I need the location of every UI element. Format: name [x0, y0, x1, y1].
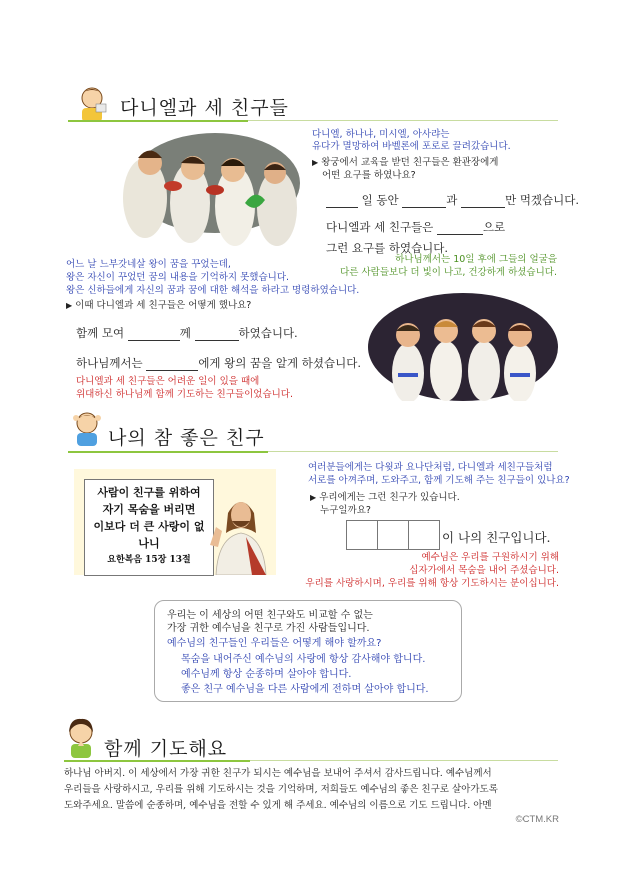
answer-box-1[interactable]	[346, 520, 378, 550]
daniel-friends-illustration	[105, 128, 305, 248]
s1-q2: ▶ 이때 다니엘과 세 친구들은 어떻게 했나요?	[66, 300, 252, 311]
section1-title-rule-thin	[248, 120, 558, 121]
s1-answer2-b: 으로	[482, 220, 506, 234]
s1-answer2-line2: 그런 요구를 하였습니다.	[326, 241, 449, 255]
s1-intro-line2: 유다가 멸망하여 바벨론에 포로로 끌려갔습니다.	[312, 141, 511, 152]
section3-title: 함께 기도해요	[104, 738, 228, 760]
s2-note-red-line3: 우리를 사랑하시며, 우리를 위해 항상 기도하시는 분이십니다.	[305, 578, 559, 589]
section3-header-icon	[64, 716, 98, 760]
s1-answer3	[76, 325, 298, 341]
section2-title: 나의 참 좋은 친구	[108, 427, 265, 449]
s1-answer3-b: 께	[179, 326, 191, 340]
section2-title-rule	[68, 451, 268, 453]
section1-header-icon	[74, 84, 110, 124]
answer-blank[interactable]	[195, 328, 239, 341]
summary-answer1: 목숨을 내어주신 예수님의 사랑에 항상 감사해야 합니다.	[181, 654, 426, 665]
s1-q1-line1: ▶ 왕궁에서 교육을 받던 친구들은 환관장에게	[312, 157, 499, 168]
section2-title-rule-thin	[268, 451, 558, 452]
s1-answer3-c: 하였습니다.	[238, 326, 298, 340]
s1-note-green-line2: 다른 사람들보다 더 빛이 나고, 건강하게 하셨습니다.	[340, 267, 557, 278]
s2-answer-suffix: 이 나의 친구입니다.	[442, 530, 551, 545]
friends-summary-box	[154, 600, 462, 702]
verse-reference: 요한복음 15장 13절	[107, 555, 191, 565]
s2-note-red-line2: 십자가에서 목숨을 내어 주셨습니다.	[409, 565, 559, 576]
s1-intro-line1: 다니엘, 하나냐, 미시엘, 아사랴는	[312, 129, 450, 140]
s2-q1-line1: ▶ 우리에게는 그런 친구가 있습니다.	[310, 492, 460, 503]
s1-answer4	[76, 355, 361, 371]
s1-answer1-a: 일 동안	[361, 193, 399, 207]
s1-q1-text1: 왕궁에서 교육을 받던 친구들은 환관장에게	[321, 157, 499, 168]
s1-answer1	[326, 192, 579, 208]
answer-box-3[interactable]	[408, 520, 440, 550]
verse-line1: 사람이 친구를 위하여	[97, 486, 201, 499]
answer-blank[interactable]	[326, 195, 358, 208]
answer-blank[interactable]	[402, 195, 446, 208]
s1-note-green-line1: 하나님께서는 10일 후에 그들의 얼굴을	[395, 254, 557, 265]
s2-intro-line1: 여러분들에게는 다윗과 요나단처럼, 다니엘과 세친구들처럼	[308, 462, 553, 473]
s1-answer4-b: 에게 왕의 꿈을 알게 하셨습니다.	[198, 356, 362, 370]
answer-box-2[interactable]	[377, 520, 409, 550]
summary-line1: 우리는 이 세상의 어떤 친구와도 비교할 수 없는	[167, 610, 373, 621]
s1-q2-text: 이때 다니엘과 세 친구들은 어떻게 했나요?	[75, 300, 252, 311]
s2-q1-text1: 우리에게는 그런 친구가 있습니다.	[319, 492, 460, 503]
s1-note-red-line2: 위대하신 하나님께 함께 기도하는 친구들이었습니다.	[76, 389, 293, 400]
prayer-line3: 도와주세요. 말씀에 순종하며, 예수님을 전할 수 있게 해 주세요. 예수님의 이름으로 기도 드립니다. 아멘	[64, 800, 492, 811]
jesus-illustration	[206, 487, 276, 575]
s1-q1-line2: 어떤 요구를 하였나요?	[322, 170, 416, 181]
verse-panel	[74, 469, 276, 575]
s2-note-red-line1: 예수님은 우리를 구원하시기 위해	[421, 552, 559, 563]
s1-story-line1: 어느 날 느부갓네살 왕이 꿈을 꾸었는데,	[66, 259, 231, 270]
s1-story-line3: 왕은 신하들에게 자신의 꿈과 꿈에 대한 해석을 하라고 명령하였습니다.	[66, 285, 360, 296]
summary-answer2: 예수님께 항상 순종하며 살아야 합니다.	[181, 669, 352, 680]
verse-line3: 이보다 더 큰 사랑이 없나니	[93, 520, 205, 550]
s1-answer1-b: 과	[446, 193, 458, 207]
section3-title-rule-thin	[250, 760, 558, 761]
s1-answer1-c: 만 먹겠습니다.	[505, 193, 580, 207]
praying-friends-illustration	[368, 293, 558, 401]
s1-note-red-line1: 다니엘과 세 친구들은 어려운 일이 있을 때에	[76, 376, 260, 387]
s1-story-line2: 왕은 자신이 꾸었던 꿈의 내용을 기억하지 못했습니다.	[66, 272, 290, 283]
summary-question: 예수님의 친구들인 우리들은 어떻게 해야 할까요?	[167, 638, 382, 649]
s1-answer2-a: 다니엘과 세 친구들은	[326, 220, 434, 234]
answer-blank[interactable]	[146, 358, 198, 371]
verse-box	[84, 479, 214, 576]
s2-q1-line2: 누구일까요?	[320, 505, 371, 516]
summary-answer3: 좋은 친구 예수님을 다른 사람에게 전하며 살아야 합니다.	[181, 684, 429, 695]
section1-title-rule	[68, 120, 248, 122]
answer-blank[interactable]	[437, 222, 483, 235]
s2-intro-line2: 서로를 아껴주며, 도와주고, 함께 기도해 주는 친구들이 있나요?	[308, 475, 570, 486]
s1-answer2-line1	[326, 219, 505, 235]
section1-title: 다니엘과 세 친구들	[120, 97, 289, 119]
summary-line2: 가장 귀한 예수님을 친구로 가진 사람들입니다.	[167, 623, 370, 634]
answer-blank[interactable]	[461, 195, 505, 208]
s1-answer3-a: 함께 모여	[76, 326, 125, 340]
prayer-line2: 우리들을 사랑하시고, 우리를 위해 기도하시는 것을 기억하며, 저희들도 예수님의 좋은 친구로 살아가도록	[64, 784, 498, 795]
section2-header-icon	[70, 408, 104, 448]
prayer-line1: 하나님 아버지. 이 세상에서 가장 귀한 친구가 되시는 예수님을 보내어 주셔서 감사드립니다. 예수님께서	[64, 768, 492, 779]
verse-line2: 자기 목숨을 버리면	[102, 503, 196, 516]
section3-title-rule	[64, 760, 250, 762]
s1-answer4-a: 하나님께서는	[76, 356, 143, 370]
copyright-footer: ©CTM.KR	[515, 814, 559, 825]
answer-blank[interactable]	[128, 328, 180, 341]
